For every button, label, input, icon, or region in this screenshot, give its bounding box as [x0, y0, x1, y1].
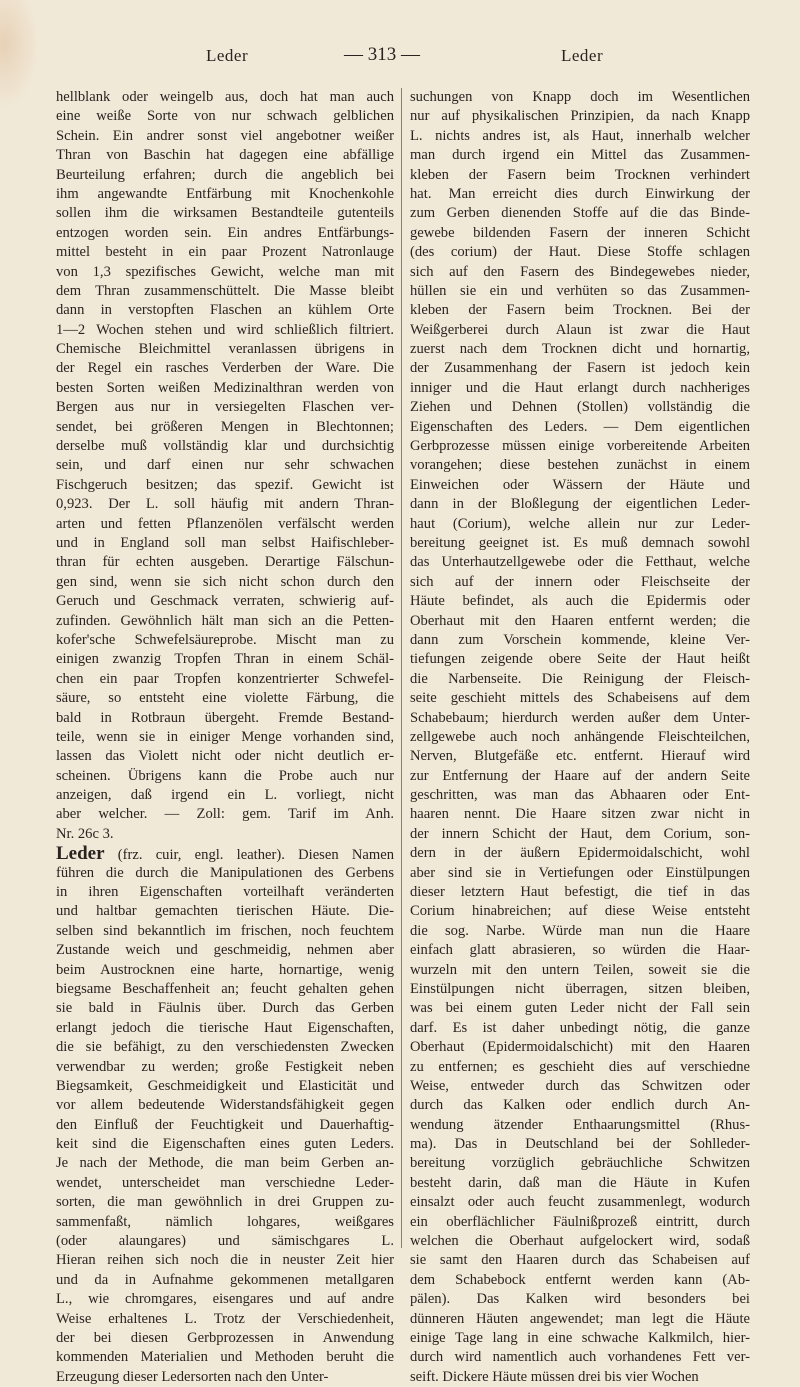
text-line: Chemische Bleichmittel veranlassen übrigens in: [56, 341, 394, 358]
text-line: pälen). Das Kalken wird besonders bei: [410, 1291, 750, 1308]
text-line: Nr. 26c 3.: [56, 825, 114, 842]
text-line: dern in der äußern Epidermoidalschicht, wohl: [410, 845, 750, 862]
text-line: Leder (frz. cuir, engl. leather). Diesen Namen: [56, 844, 394, 864]
text-line: kommenden Materialien und Methoden beruht die: [56, 1349, 394, 1366]
text-line: einigen zwanzig Tropfen Thran in einem Schäl-: [56, 651, 394, 668]
text-line: lassen das Violett nicht oder nicht deutlich er-: [56, 748, 394, 765]
page-number: — 313 —: [344, 44, 420, 65]
text-line: ma). Das in Deutschland bei der Sohlleder-: [410, 1136, 750, 1153]
text-line: Je nach der Methode, die man beim Gerben an-: [56, 1155, 394, 1172]
text-line: zum Gerben dienenden Stoffe auf die das Binde-: [410, 205, 750, 222]
text-line: tiefungen zeigende obere Seite der Haut heißt: [410, 651, 750, 668]
text-line: Nerven, Blutgefäße etc. entfernt. Hierauf wird: [410, 748, 750, 765]
text-line: die sie befähigt, zu den verschiedensten Zwecken: [56, 1039, 394, 1056]
text-line: haut (Corium), welche allein nur zur Leder-: [410, 515, 750, 532]
text-line: zu entfernen; es geschieht dies auf verschiedne: [410, 1058, 750, 1075]
text-line: Schabebaum; hierdurch werden außer dem Unter-: [410, 709, 750, 726]
text-line: sich auf der innern oder Fleischseite der: [410, 573, 750, 590]
text-line: scheinen. Übrigens kann die Probe auch nur: [56, 767, 394, 784]
text-line: teile, wenn sie in einiger Menge vorhanden sind,: [56, 728, 394, 745]
header-right-keyword: Leder: [561, 46, 604, 65]
text-line: L. nichts andres ist, als Haut, innerhalb welcher: [410, 127, 750, 144]
text-line: gen sind, wenn sie sich nicht schon durch den: [56, 573, 394, 590]
text-line: selben sind bekanntlich im frischen, noch feuchtem: [56, 922, 394, 939]
text-line: dann in der Bloßlegung der eigentlichen Leder-: [410, 496, 750, 513]
text-line: erlangt jedoch die tierische Haut Eigenschaften,: [56, 1019, 394, 1036]
text-line: mittel besteht in ein paar Prozent Natronlauge: [56, 244, 394, 261]
text-line: gewebe bildenden Fasern der inneren Schicht: [410, 224, 750, 241]
text-line: vorangehen; diese bestehen zunächst in einem: [410, 457, 750, 474]
text-line: durch wird namentlich auch vorhandenes Fett ver-: [410, 1349, 750, 1366]
text-line: Weise erhaltenes L. Trotz der Verschiedenheit,: [56, 1310, 394, 1327]
text-line: Corium hinabreichen; auf diese Weise entsteht: [410, 903, 750, 920]
text-line: dann in verstopften Flaschen an kühlem Orte: [56, 302, 394, 319]
text-line: wendet, unterscheidet man verschiedne Leder-: [56, 1174, 394, 1191]
text-line: darf. Es ist daher unbedingt nötig, die ganze: [410, 1019, 750, 1036]
running-header: [0, 42, 800, 70]
text-line: Oberhaut (Epidermoidalschicht) mit den Haaren: [410, 1039, 750, 1056]
text-line: Hieran reihen sich noch die in neuster Zeit hier: [56, 1252, 394, 1269]
text-line: beim Austrocknen eine harte, hornartige, wenig: [56, 961, 394, 978]
text-line: wendung ätzender Enthaarungsmittel (Rhus-: [410, 1116, 750, 1133]
text-line: sein, und darf einen nur sehr schwachen: [56, 457, 394, 474]
text-line: der innern Schicht der Haut, dem Corium, son-: [410, 825, 750, 842]
text-line: Weise, entweder durch das Schwitzen oder: [410, 1077, 750, 1094]
text-line: einfach glatt abrasieren, so würden die Haar-: [410, 942, 750, 959]
text-line: kofer'sche Schwefelsäureprobe. Mischt man zu: [56, 631, 394, 648]
text-line: führen die durch die Manipulationen des Gerbens: [56, 864, 394, 881]
text-line: in ihren Eigenschaften vorteilhaft veränderten: [56, 884, 394, 901]
text-line: Thran von Baschin hat dagegen eine abfällige: [56, 147, 394, 164]
text-line: keit sind die Eigenschaften eines guten Leders.: [56, 1136, 394, 1153]
text-line: arten und fetten Pflanzenölen verfälscht werden: [56, 515, 394, 532]
text-line: sich auf den Fasern des Bindegewebes nieder,: [410, 263, 750, 280]
text-line: säure, so entsteht eine violette Färbung, die: [56, 690, 394, 707]
text-line: von 1,3 spezifisches Gewicht, welche man mit: [56, 263, 394, 280]
text-line: Bergen aus nur in versiegelten Flaschen ver-: [56, 399, 394, 416]
text-line: Zustande weich und geschmeidig, nehmen aber: [56, 942, 394, 959]
text-line: der Zusammenhang der Fasern ist jedoch kein: [410, 360, 750, 377]
text-line: hüllen sie ein und verhüten so das Zusammen-: [410, 282, 750, 299]
text-line: man durch irgend ein Mittel das Zusammen-: [410, 147, 750, 164]
text-line: seite geschieht mittels des Schabeisens auf dem: [410, 690, 750, 707]
text-line: kleben der Fasern beim Trocknen. Bei der: [410, 302, 750, 319]
column-divider: [401, 88, 402, 1248]
text-line: Oberhaut mit den Haaren entfernt werden; die: [410, 612, 750, 629]
text-line: vor allem bedeutende Widerstandsfähigkeit gegen: [56, 1097, 394, 1114]
text-line: die sog. Narbe. Würde man nun die Haare: [410, 922, 750, 939]
text-line: zellgewebe auch noch anhängende Fleischteilchen,: [410, 728, 750, 745]
text-line: suchungen von Knapp doch im Wesentlichen: [410, 89, 750, 105]
text-line: Ziehen und Dehnen (Stollen) vollständig die: [410, 399, 750, 416]
text-line: ein oberflächlicher Fäulnißprozeß eintritt, durch: [410, 1213, 750, 1230]
text-line: Einweichen oder Wässern der Häute und: [410, 476, 750, 493]
text-line: inniger und die Haut erlangt durch nachheriges: [410, 379, 750, 396]
text-line: dem Schabebock entfernt werden kann (Ab-: [410, 1271, 750, 1288]
text-line: sie bald in Fäulnis über. Durch das Gerben: [56, 1000, 394, 1017]
text-line: 0,923. Der L. soll häufig mit andern Thran-: [56, 496, 394, 513]
text-line: Beurteilung erfahren; durch die angeblich bei: [56, 166, 394, 183]
text-line: besteht darin, daß man die Häute in Kufen: [410, 1174, 750, 1191]
text-line: hat. Man erreicht dies durch Einwirkung der: [410, 185, 750, 202]
text-line: und da in Aufnahme gekommenen metallgaren: [56, 1271, 394, 1288]
text-line: sammenfaßt, nämlich lohgares, weißgares: [56, 1213, 394, 1230]
text-line: Schein. Ein andrer sonst viel angebotner weißer: [56, 127, 394, 144]
text-line: Erzeugung dieser Ledersorten nach den Unter-: [56, 1368, 329, 1385]
text-line: dem Thran zusammenschüttelt. Die Masse bleibt: [56, 282, 394, 299]
text-line: aber sind sie in Vertiefungen oder Einstülpungen: [410, 864, 750, 881]
text-line: Häute befindet, als auch die Epidermis oder: [410, 593, 750, 610]
text-line: durch das Kalken oder endlich durch An-: [410, 1097, 750, 1114]
header-left-keyword: Leder: [206, 46, 249, 65]
text-line: welchen die Oberhaut aufgelockert wird, sodaß: [410, 1233, 750, 1250]
text-line: wurzeln mit den untern Teilen, soweit sie die: [410, 961, 750, 978]
text-line: was bei einem guten Leder nicht der Fall sein: [410, 1000, 750, 1017]
text-line: geschritten, was man das Abhaaren oder Ent-: [410, 787, 750, 804]
text-line: haaren nennt. Die Haare sitzen zwar nicht in: [410, 806, 750, 823]
text-line: der Regel ein rasches Verderben der Ware. Die: [56, 360, 394, 377]
text-line: dann zum Vorschein kommende, kleine Ver-: [410, 631, 750, 648]
text-line: sollen ihm die wirksamen Bestandteile gutenteils: [56, 205, 394, 222]
text-line: zufinden. Gewöhnlich hält man sich an die Petten-: [56, 612, 394, 629]
text-line: seift. Dickere Häute müssen drei bis vier Wochen: [410, 1368, 699, 1385]
text-line: bereitung vorzüglich gebräuchliche Schwitzen: [410, 1155, 750, 1172]
text-line: Biegsamkeit, Geschmeidigkeit und Elasticität und: [56, 1077, 394, 1094]
entry-headword: Leder: [56, 844, 105, 864]
text-line: L., wie chromgares, eisengares und auf andre: [56, 1291, 394, 1308]
text-line: dieser letztern Haut befestigt, die tief in das: [410, 884, 750, 901]
text-line: eine weiße Sorte von nur schwach gelblichen: [56, 108, 394, 125]
text-line: zuerst nach dem Trocknen dicht und hornartig,: [410, 341, 750, 358]
text-line: Gerbprozesse müssen einige vorbereitende Arbeiten: [410, 438, 750, 455]
text-line: bereitung geeignet ist. Es muß demnach sowohl: [410, 534, 750, 551]
text-line: Geruch und Geschmack verraten, schwierig auf-: [56, 593, 394, 610]
text-line: dünneren Häuten angewendet; man legt die Häute: [410, 1310, 750, 1327]
text-line: ihm angewandte Entfärbung mit Knochenkohle: [56, 185, 394, 202]
text-line: sie samt den Haaren durch das Schabeisen auf: [410, 1252, 750, 1269]
text-line: Fischgeruch besitzen; das spezif. Gewicht ist: [56, 476, 394, 493]
text-line: (des corium) der Haut. Diese Stoffe schlagen: [410, 244, 750, 261]
text-line: entzogen worden sein. Ein andres Entfärbungs-: [56, 224, 394, 241]
text-line: aber welcher. — Zoll: gem. Tarif im Anh.: [56, 806, 394, 823]
text-line: derselbe muß vollständig klar und durchsichtig: [56, 438, 394, 455]
text-line: chen ein paar Tropfen konzentrierter Schwefel-: [56, 670, 394, 687]
text-line: bald in Rotbraun übergeht. Fremde Bestand-: [56, 709, 394, 726]
text-line: sendet, bei größeren Mengen in Blechtonnen;: [56, 418, 394, 435]
text-line: zur Entfernung der Haare auf der andern Seite: [410, 767, 750, 784]
text-line: besten Sorten weißen Medizinalthran werden von: [56, 379, 394, 396]
text-line: einige Tage lang in eine schwache Kalkmilch, hier-: [410, 1330, 750, 1346]
text-line: Einstülpungen nicht überragen, sitzen bleiben,: [410, 980, 750, 997]
text-line: verwendbar zu werden; große Festigkeit neben: [56, 1058, 394, 1075]
text-line: hellblank oder weingelb aus, doch hat man auch: [56, 89, 394, 105]
right-text-column: [410, 88, 750, 1387]
text-line: (oder alaungares) und sämischgares L.: [56, 1233, 394, 1250]
text-line: und haltbar gemachten tierischen Häute. Die-: [56, 903, 394, 920]
text-line: nur auf physikalischen Prinzipien, da nach Knapp: [410, 108, 750, 125]
text-line: den Einfluß der Feuchtigkeit und Dauerhaftig-: [56, 1116, 394, 1133]
text-line: anzeigen, daß irgend ein L. vorliegt, nicht: [56, 787, 394, 804]
text-line: Eigenschaften des Leders. — Dem eigentlichen: [410, 418, 750, 435]
text-line: einsalzt oder auch feucht zusammenlegt, wodurch: [410, 1194, 750, 1211]
text-line: kleben der Fasern beim Trocknen verhindert: [410, 166, 750, 183]
text-line: biegsame Beschaffenheit an; feucht gehalten gehen: [56, 980, 394, 997]
text-line: und in England soll man selbst Haifischleber-: [56, 534, 394, 551]
text-line: sorten, die man gewöhnlich in drei Gruppen zu-: [56, 1194, 394, 1211]
left-text-column: [56, 88, 394, 1387]
text-line: Weißgerberei durch Alaun ist zwar die Haut: [410, 321, 750, 338]
text-line: das Unterhautzellgewebe oder die Fetthaut, welche: [410, 554, 750, 571]
text-line: die Narbenseite. Die Reinigung der Fleisch-: [410, 670, 750, 687]
text-line: 1—2 Wochen stehen und wird schließlich filtriert.: [56, 321, 394, 338]
text-line: der bei diesen Gerbprozessen in Anwendung: [56, 1330, 394, 1346]
text-line: thran für echten ausgeben. Derartige Fälschun-: [56, 554, 394, 571]
